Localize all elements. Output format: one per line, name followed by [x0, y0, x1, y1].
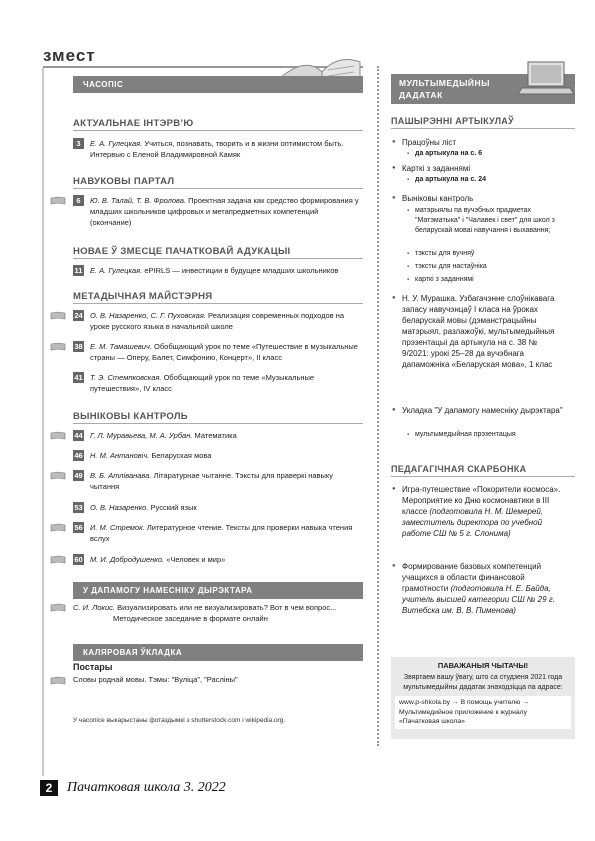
book-icon [50, 342, 66, 351]
book-icon [50, 523, 66, 532]
section-title-science-portal: НАВУКОВЫ ПАРТАЛ [73, 176, 175, 187]
page-number-badge: 49 [74, 471, 83, 480]
entry-title: Учиться, познавать, творить и в жизни оптимистом быть. Интервью с Еленой Владимировной Камяк [90, 139, 344, 159]
entry-title: Беларуская мова [151, 451, 212, 460]
page-number-badge: 6 [73, 195, 84, 206]
section-underline [391, 128, 575, 129]
entry-text [90, 138, 360, 160]
entry-title: Обобщающий урок по теме «Путешествие в музыкальные страны — Оперу, Балет, Симфонию, Концерт», II класс [90, 342, 358, 362]
item-title: Формирование базовых компетенций учащихся в области финансовой грамотности [402, 562, 542, 593]
notice-link[interactable]: www.p-shkola.by → В помощь учителю → Мультимедийное приложение к журналу «Пачатковая школа» [395, 696, 571, 729]
notice-title: ПАВАЖАНЫЯ ЧЫТАЧЫ! [437, 661, 529, 670]
section-underline [73, 303, 363, 304]
page-number-badge: 53 [74, 503, 83, 512]
entry-author: О. В. Назаренко, С. Г. Пуховская. [90, 311, 206, 320]
footer-page-number: 2 [40, 780, 58, 796]
notice-box [391, 657, 575, 739]
page-number-badge: 24 [74, 311, 83, 320]
entry-author: Е. А. Гулецкая. [90, 266, 143, 275]
book-icon [50, 431, 66, 440]
footer-journal-title: Пачатковая школа 3. 2022 [67, 780, 226, 795]
section-title-treasury: ПЕДАГАГІЧНАЯ СКАРБОНКА [391, 464, 527, 474]
item-title: Игра-путешествие «Покорители космоса». Мероприятие ко Дню космонавтики в III классе [402, 485, 561, 516]
page-number-badge: 56 [74, 523, 83, 532]
page-number-badge: 3 [73, 138, 84, 149]
list-item: ● Працоўны ліст [402, 137, 456, 148]
section-underline [73, 188, 363, 189]
page-number-badge: 11 [74, 266, 83, 275]
entry-subtitle: Методическое заседание в формате онлайн [113, 614, 268, 623]
entry-author: Г. Л. Муравьева, М. А. Урбан. [90, 431, 193, 440]
entry-title: Визуализировать или не визуализировать? Вот в чем вопрос... [117, 603, 337, 612]
list-subitem: ▪ мультымедыйная прэзентацыя [415, 430, 516, 440]
section-band-deputy: У ДАПАМОГУ НАМЕСНІКУ ДЫРЭКТАРА [73, 582, 363, 599]
page-number-badge: 38 [74, 342, 83, 351]
section-underline [73, 130, 363, 131]
entry-text [73, 602, 363, 624]
entry-author: Е. А. Гулецкая. [90, 139, 143, 148]
entry-author: С. И. Локис. [73, 603, 115, 612]
entry-title: ePIRLS — инвестиции в будущее младших школьников [144, 266, 339, 275]
book-icon [50, 676, 66, 685]
list-item: ● Укладка "У дапамогу намесніку дырэктара" [402, 405, 567, 416]
column-separator [377, 66, 379, 746]
section-title-methods: МЕТАДЫЧНАЯ МАЙСТЭРНЯ [73, 291, 213, 302]
entry-text [90, 522, 360, 544]
entry-text [90, 265, 360, 276]
list-subitem: ▪ да артыкула на с. 6 [415, 149, 482, 159]
item-author: (подготовила Н. М. Шемерей, заместитель директора по учебной работе СШ № 5 г. Слонима) [402, 507, 544, 538]
book-icon [50, 603, 66, 612]
entry-author: Е. М. Тамашевич. [90, 342, 152, 351]
entry-author: М. И. Добродушенко. [90, 555, 165, 564]
list-subitem: ▪ тэксты для вучняў [415, 249, 474, 259]
entry-title: Літаратурнае чытанне. Тэксты для праверкі навыку чытання [90, 471, 333, 491]
book-icon [50, 471, 66, 480]
list-item: ● Н. У. Мурашка. Узбагачэнне слоўнікавага запасу навучэнцаў І класа на ўроках беларускай мовы (дэманстрацыйны матэрыял, разлажоўкі, мультымедыйныя прэзентацыі да артыкула на с. 38 № 9/2021: урокі 25–28 да вучэбнага дапаможніка «Беларуская мова», 1 клас [402, 293, 562, 370]
band-line1: МУЛЬТЫМЕДЫЙНЫ [399, 78, 490, 88]
list-item: ● Выніковы кантроль [402, 193, 473, 204]
left-margin-rule [42, 68, 44, 776]
calendar-heading: Постары [73, 662, 113, 672]
entry-title: Русский язык [150, 503, 197, 512]
book-icon [50, 196, 66, 205]
entry-text [90, 372, 360, 394]
entry-text [90, 450, 360, 461]
section-title-final-control: ВЫНІКОВЫ КАНТРОЛЬ [73, 411, 188, 422]
entry-title: Проектная задача как средство формирования у младших школьников цифровых и метапредметных компетенций (окончание) [90, 196, 359, 227]
section-underline [73, 258, 363, 259]
section-band-calendar: КАЛЯРОВАЯ ЎКЛАДКА [73, 644, 363, 661]
book-icon [50, 311, 66, 320]
item-author: (подготовила Н. Е. Байда, учитель высшей категории СШ № 29 г. Витебска им. В. В. Пименова) [402, 584, 555, 615]
section-underline [391, 476, 575, 477]
entry-title: Реализация современных подходов на уроке русского языка в начальной школе [90, 311, 345, 331]
list-item: ● Карткі з заданнямі [402, 163, 470, 174]
entry-author: Т. Э. Стемпковская. [90, 373, 162, 382]
section-title-new-content: НОВАЕ Ў ЗМЕСЦЕ ПАЧАТКОВАЙ АДУКАЦЫІ [73, 246, 291, 257]
entry-author: Ю. В. Талай, Т. В. Фролова. [90, 196, 187, 205]
entry-author: И. М. Стремок. [90, 523, 145, 532]
laptop-icon [518, 60, 574, 100]
entry-title: Обобщающий урок по теме «Музыкальные путешествия», IV класс [90, 373, 315, 393]
list-subitem: ▪ матэрыялы па вучэбных прадметах "Матэматыка" і "Чалавек і свет" для школ з беларускай моваі навучання і выхавання; [415, 206, 575, 236]
page-number-badge: 44 [74, 431, 83, 440]
page-number-badge: 46 [74, 451, 83, 460]
entry-title: Математика [194, 431, 237, 440]
calendar-text: Словы роднай мовы. Тэмы: "Вуліца", "Расліны" [73, 675, 238, 684]
multimedia-band-title [399, 77, 490, 101]
photo-credit: У часопісе выкарыстаны фотаздымкі з shutterstock.com і wikipedia.org. [73, 717, 286, 724]
entry-text [90, 430, 360, 441]
list-item [402, 561, 572, 616]
entry-text [90, 341, 360, 363]
notice-text: Звяртаем вашу ўвагу, што са студзеня 2021 года мультымедыйны дадатак знаходзіцца па адрасе: [403, 674, 563, 691]
entry-text [90, 310, 360, 332]
list-subitem: ▪ тэксты для настаўніка [415, 262, 487, 272]
list-subitem: ▪ карткі з заданнямі [415, 275, 474, 285]
entry-title: Литературное чтение. Тексты для проверки навыка чтения вслух [90, 523, 353, 543]
book-icon [50, 555, 66, 564]
section-underline [73, 423, 363, 424]
section-band-journal: ЧАСОПІС [73, 76, 363, 93]
page-number-badge: 41 [74, 373, 83, 382]
entry-author: В. Б. Атліванава. [90, 471, 152, 480]
band-line2: ДАДАТАК [399, 90, 443, 100]
entry-author: О. В. Назаренко. [90, 503, 149, 512]
list-item [402, 484, 572, 539]
page-title: змест [43, 46, 96, 65]
section-title-interview: АКТУАЛЬНАЕ ІНТЭРВ’Ю [73, 118, 194, 129]
entry-text [90, 195, 360, 228]
entry-text [90, 470, 360, 492]
entry-text [90, 502, 360, 513]
section-title-extensions: ПАШЫРЭННІ АРТЫКУЛАЎ [391, 116, 515, 126]
entry-author: Н. М. Антановіч. [90, 451, 150, 460]
page-number-badge: 60 [74, 555, 83, 564]
list-subitem: ▪ да артыкула на с. 24 [415, 175, 486, 185]
entry-title: «Человек и мир» [166, 555, 226, 564]
entry-text [90, 554, 360, 565]
